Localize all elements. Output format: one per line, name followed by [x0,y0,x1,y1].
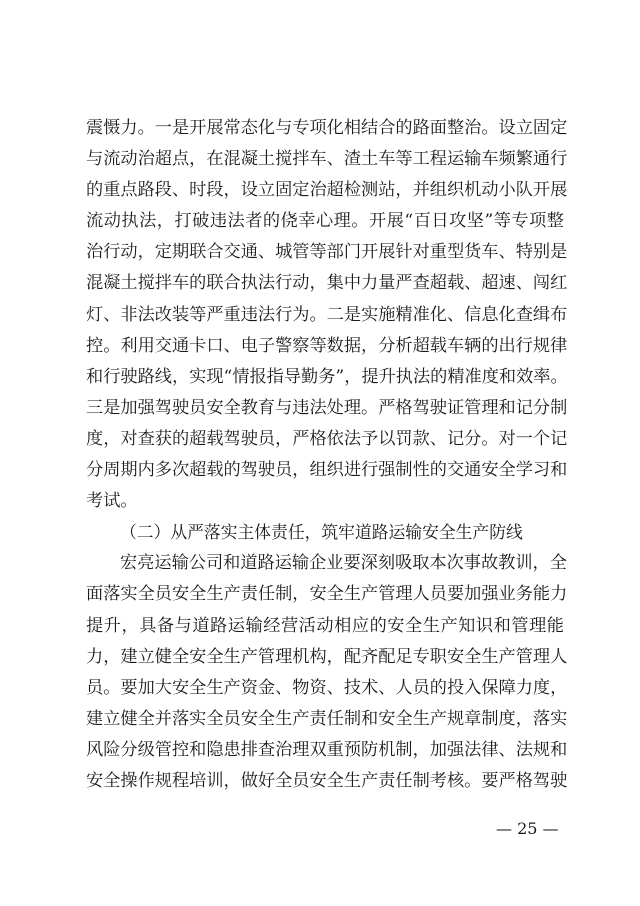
text-line: 建立健全并落实全员安全生产责任制和安全生产规章制度，落实 [86,708,568,729]
text-line: 震慑力。一是开展常态化与专项化相结合的路面整治。设立固定 [86,118,568,138]
text-line: 力，建立健全安全生产管理机构，配齐配足专职安全生产管理人 [86,646,568,667]
text-line: 和行驶路线，实现“情报指导勤务”，提升执法的精准度和效率。 [86,366,568,387]
text-line: 风险分级管控和隐患排查治理双重预防机制，加强法律、法规和 [86,739,568,760]
text-line: 提升，具备与道路运输经营活动相应的安全生产知识和管理能 [86,615,564,636]
text-line: 面落实全员安全生产责任制，安全生产管理人员要加强业务能力 [86,584,568,605]
text-line: 三是加强驾驶员安全教育与违法处理。严格驾驶证管理和记分制 [86,397,568,418]
section-heading: （二）从严落实主体责任，筑牢道路运输安全生产防线 [120,522,523,543]
text-line: 混凝土搅拌车的联合执法行动，集中力量严查超载、超速、闯红 [86,273,568,294]
text-line: 治行动，定期联合交通、城管等部门开展针对重型货车、特别是 [86,242,568,263]
text-line: 员。要加大安全生产资金、物资、技术、人员的投入保障力度， [86,677,568,698]
text-line: 灯、非法改装等严重违法行为。二是实施精准化、信息化查缉布 [86,304,568,325]
text-line: 考试。 [86,491,138,512]
text-line: 的重点路段、时段，设立固定治超检测站，并组织机动小队开展 [86,180,568,201]
text-line: 控。利用交通卡口、电子警察等数据，分析超载车辆的出行规律 [86,335,568,356]
text-line: 流动执法，打破违法者的侥幸心理。开展“百日攻坚”等专项整 [86,211,564,232]
text-line: 度，对查获的超载驾驶员，严格依法予以罚款、记分。对一个记 [86,428,568,449]
text-line: 宏亮运输公司和道路运输企业要深刻吸取本次事故教训，全 [120,553,567,574]
body-text [86,113,568,797]
page-number: — 25 — [496,819,559,838]
text-line: 安全操作规程培训，做好全员安全生产责任制考核。要严格驾驶 [86,770,568,791]
text-line: 分周期内多次超载的驾驶员，组织进行强制性的交通安全学习和 [86,460,568,481]
text-line: 与流动治超点，在混凝土搅拌车、渣土车等工程运输车频繁通行 [86,149,568,170]
